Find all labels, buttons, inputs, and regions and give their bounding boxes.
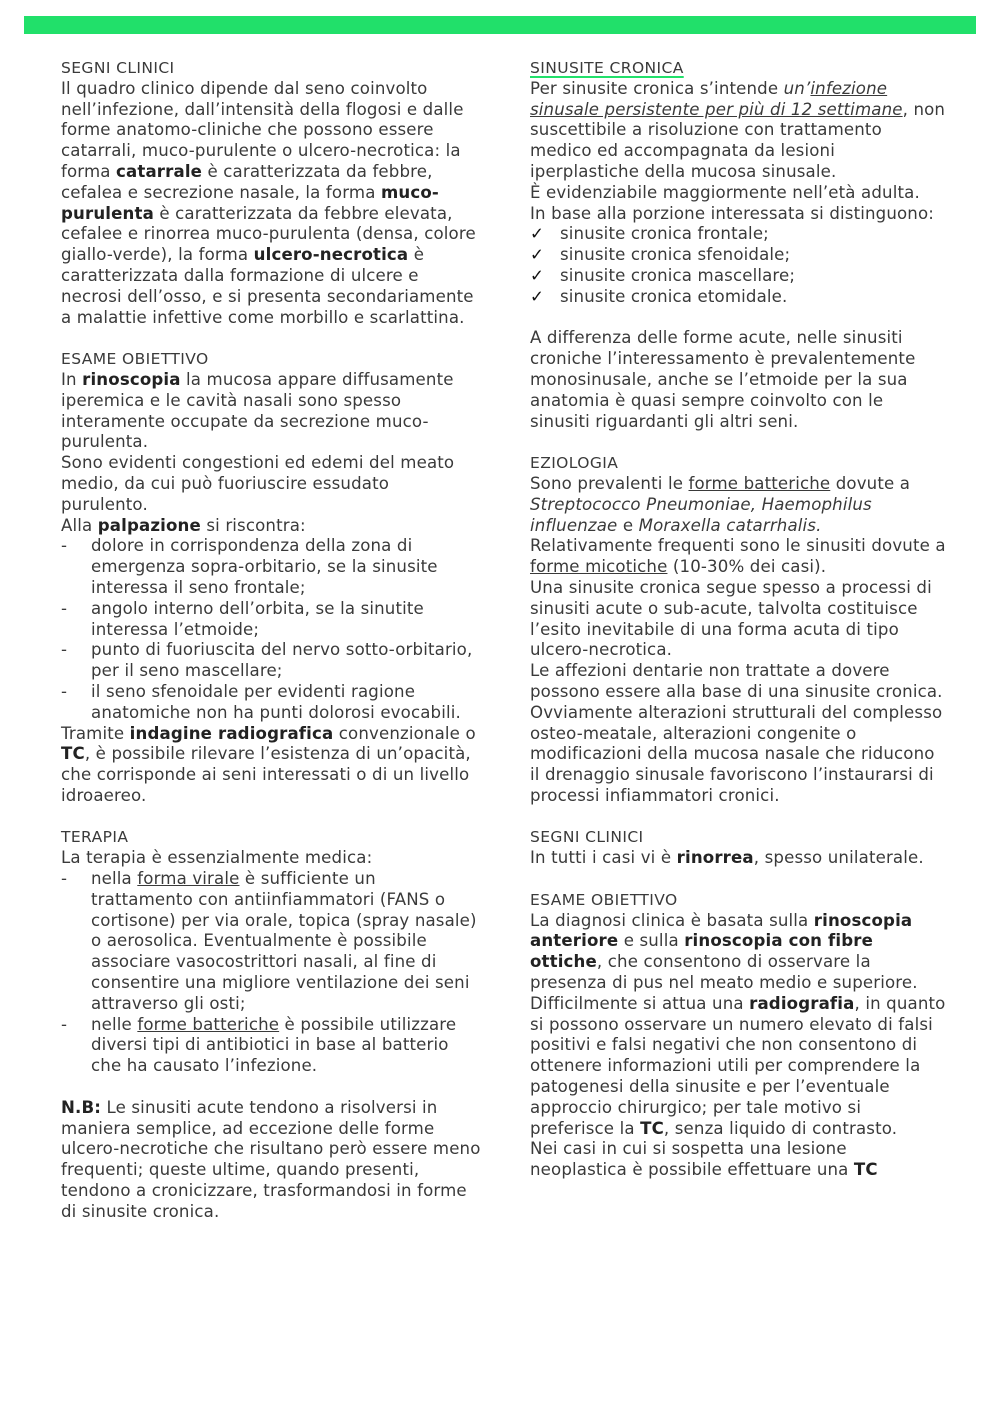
text-span: e bbox=[617, 515, 639, 535]
bold-term: palpazione bbox=[97, 515, 201, 535]
bold-term: indagine radiografica bbox=[129, 723, 334, 743]
list-item-text: sinusite cronica sfenoidale; bbox=[560, 245, 791, 265]
dash-bullet-icon: - bbox=[61, 536, 68, 556]
list-item bbox=[530, 245, 948, 266]
header-accent-bar bbox=[24, 16, 976, 34]
cronica-paragraph-3: In base alla porzione interessata si distinguono: bbox=[530, 203, 935, 223]
list-item bbox=[61, 536, 481, 598]
dash-bullet-icon: - bbox=[61, 869, 68, 889]
italic-term: un’ bbox=[783, 78, 811, 98]
underlined-term: forme batteriche bbox=[688, 473, 831, 493]
text-span: , senza liquido di contrasto. bbox=[663, 1118, 898, 1138]
esame-paragraph-3 bbox=[61, 516, 481, 537]
esame-cronica-paragraph-2 bbox=[530, 994, 948, 1140]
list-item-text: il seno sfenoidale per evidenti ragione anatomiche non ha punti dolorosi evocabili. bbox=[91, 681, 461, 722]
list-item bbox=[61, 640, 481, 682]
text-span: Nei casi in cui si sospetta una lesione neoplastica è possibile effettuare una bbox=[530, 1139, 854, 1180]
checkmark-icon: ✓ bbox=[530, 245, 545, 265]
text-span: è possibile utilizzare diversi tipi di antibiotici in base al batterio che ha causato l’infezione. bbox=[91, 1014, 457, 1076]
eziologia-paragraph-1 bbox=[530, 474, 948, 536]
text-span: convenzionale o bbox=[333, 723, 476, 743]
esame-cronica-paragraph-1 bbox=[530, 911, 948, 994]
list-item-text: sinusite cronica frontale; bbox=[560, 224, 769, 244]
text-span: , che consentono di osservare la presenza di pus nel meato medio e superiore. bbox=[530, 952, 918, 993]
text-span: è caratterizzata da febbre, cefalea e secrezione nasale, la forma bbox=[61, 161, 433, 202]
eziologia-paragraph-2 bbox=[530, 536, 948, 578]
left-column bbox=[61, 58, 481, 1223]
text-span: , in quanto si possono osservare un numero elevato di falsi positivi e falsi negativi che non consentono di ottenere informazioni utili per comprendere la patogenesi della sinusite e per l’eventuale approccio chirurgico; per tale motivo si preferisce la bbox=[530, 993, 946, 1138]
italic-underlined-term: infezione sinusale persistente per più di 12 settimane bbox=[530, 78, 903, 119]
text-span: nelle bbox=[91, 1014, 138, 1034]
checkmark-icon: ✓ bbox=[530, 265, 545, 285]
text-span: Difficilmente si attua una bbox=[530, 993, 750, 1013]
text-span: la mucosa appare diffusamente iperemica e le cavità nasali sono spesso interamente occupate da secrezione muco-purulenta. bbox=[61, 369, 454, 452]
dash-bullet-icon: - bbox=[61, 598, 68, 618]
bold-term: rinoscopia con fibre ottiche bbox=[530, 931, 873, 972]
bold-term: rinoscopia anteriore bbox=[530, 910, 913, 951]
esame-paragraph-4 bbox=[61, 724, 481, 807]
text-span: dovute a bbox=[830, 473, 911, 493]
list-item bbox=[530, 287, 948, 308]
bold-term: TC bbox=[853, 1160, 878, 1180]
list-item bbox=[530, 224, 948, 245]
cronica-paragraph-2: È evidenziabile maggiormente nell’età adulta. bbox=[530, 182, 920, 202]
list-item bbox=[61, 599, 481, 641]
segni-cronica-paragraph bbox=[530, 848, 948, 869]
text-span: Sono prevalenti le bbox=[530, 473, 689, 493]
text-span: Alla bbox=[61, 515, 98, 535]
text-span: (10-30% dei casi). bbox=[667, 557, 827, 577]
list-item-text: punto di fuoriuscita del nervo sotto-orbitario, per il seno mascellare; bbox=[91, 640, 473, 681]
text-span: , spesso unilaterale. bbox=[753, 848, 924, 868]
eziologia-paragraph-5: Ovviamente alterazioni strutturali del complesso osteo-meatale, alterazioni congenite o modificazioni della mucosa nasale che riducono il drenaggio sinusale favoriscono l’instaurarsi di processi infiammatori cronici. bbox=[530, 702, 943, 805]
underlined-term: forma virale bbox=[137, 869, 240, 889]
segni-clinici-paragraph bbox=[61, 79, 481, 329]
bold-term: muco-purulenta bbox=[61, 182, 439, 223]
list-item-text: sinusite cronica mascellare; bbox=[560, 265, 796, 285]
text-span: è caratterizzata da febbre elevata, cefalee e rinorrea muco-purulenta (densa, colore giallo-verde), la forma bbox=[61, 203, 476, 265]
text-span: Tramite bbox=[61, 723, 130, 743]
underlined-term: forme batteriche bbox=[137, 1014, 280, 1034]
esame-paragraph-1 bbox=[61, 370, 481, 453]
text-span: La diagnosi clinica è basata sulla bbox=[530, 910, 814, 930]
section-heading-eziologia: EZIOLOGIA bbox=[530, 454, 619, 473]
list-item bbox=[61, 682, 481, 724]
text-span: Le sinusiti acute tendono a risolversi in maniera semplice, ad eccezione delle forme ulcero-necrotiche che risultano però essere meno frequenti; queste ultime, quando presenti, tendono a cronicizzare, trasformandosi in forme di sinusite cronica. bbox=[61, 1097, 481, 1221]
dash-bullet-icon: - bbox=[61, 681, 68, 701]
list-item bbox=[61, 1015, 481, 1077]
eziologia-paragraph-3: Una sinusite cronica segue spesso a processi di sinusiti acute o sub-acute, talvolta costituisce l’esito inevitabile di una forma acuta di tipo ulcero-necrotica. bbox=[530, 577, 932, 660]
section-heading-esame-obiettivo: ESAME OBIETTIVO bbox=[61, 350, 209, 369]
checkmark-icon: ✓ bbox=[530, 286, 545, 306]
right-column bbox=[530, 58, 948, 1181]
cronica-paragraph-1 bbox=[530, 79, 948, 183]
bold-term: catarrale bbox=[116, 161, 203, 181]
text-span: Relativamente frequenti sono le sinusiti dovute a bbox=[530, 536, 946, 556]
list-item-text: angolo interno dell’orbita, se la sinutite interessa l’etmoide; bbox=[91, 598, 424, 639]
section-heading-esame-obiettivo-cronica: ESAME OBIETTIVO bbox=[530, 890, 678, 909]
bold-term: rinorrea bbox=[676, 848, 754, 868]
esame-paragraph-2: Sono evidenti congestioni ed edemi del meato medio, da cui può fuoriuscire essudato purulento. bbox=[61, 453, 455, 514]
bold-term: radiografia bbox=[749, 993, 855, 1013]
bold-term: ulcero-necrotica bbox=[253, 245, 409, 265]
text-span: In bbox=[61, 369, 83, 389]
terapia-intro: La terapia è essenzialmente medica: bbox=[61, 848, 373, 868]
list-item bbox=[530, 266, 948, 287]
terapia-list bbox=[61, 869, 481, 1077]
cronica-paragraph-4: A differenza delle forme acute, nelle sinusiti croniche l’interessamento è prevalentemente monosinusale, anche se l’etmoide per la sua anatomia è quasi sempre coinvolto con le sinusiti riguardanti gli altri seni. bbox=[530, 328, 916, 431]
dash-bullet-icon: - bbox=[61, 640, 68, 660]
nb-label: N.B: bbox=[61, 1097, 102, 1117]
text-span: è sufficiente un trattamento con antiinfiammatori (FANS o cortisone) per via orale, topica (spray nasale) o aerosolica. Eventualmente è possibile associare vasocostrittori nasali, al fine di consentire una migliore ventilazione dei seni attraverso gli osti; bbox=[91, 869, 477, 1013]
text-span: e sulla bbox=[618, 931, 685, 951]
bold-term: TC bbox=[640, 1118, 664, 1138]
underlined-term: forme micotiche bbox=[530, 557, 668, 577]
section-heading-sinusite-cronica: SINUSITE CRONICA bbox=[530, 59, 684, 77]
nota-bene-paragraph bbox=[61, 1098, 481, 1223]
bold-term: rinoscopia bbox=[82, 369, 181, 389]
text-span: Per sinusite cronica s’intende bbox=[530, 78, 784, 98]
text-span: , non suscettibile a risoluzione con trattamento medico ed accompagnata da lesioni iperplastiche della mucosa sinusale. bbox=[530, 99, 946, 181]
italic-term: Moraxella catarrhalis. bbox=[638, 515, 822, 535]
text-span: In tutti i casi vi è bbox=[530, 848, 677, 868]
checkmark-icon: ✓ bbox=[530, 224, 545, 244]
dash-bullet-icon: - bbox=[61, 1014, 68, 1034]
palpazione-list bbox=[61, 536, 481, 723]
text-span: è caratterizzata dalla formazione di ulcere e necrosi dell’osso, e si presenta secondariamente a malattie infettive come morbillo e scarlattina. bbox=[61, 245, 474, 327]
text-span: , è possibile rilevare l’esistenza di un’opacità, che corrisponde ai seni interessati o di un livello idroaereo. bbox=[61, 744, 471, 805]
list-item bbox=[61, 869, 481, 1015]
eziologia-paragraph-4: Le affezioni dentarie non trattate a dovere possono essere alla base di una sinusite cronica. bbox=[530, 661, 943, 701]
text-span: si riscontra: bbox=[200, 515, 306, 535]
italic-term: Streptococco Pneumoniae, Haemophilus influenzae bbox=[530, 494, 872, 535]
text-span: Il quadro clinico dipende dal seno coinvolto nell’infezione, dall’intensità della flogosi e dalle forme anatomo-cliniche che possono essere catarrali, muco-purulente o ulcero-necrotica: la forma bbox=[61, 78, 464, 181]
section-heading-segni-clinici: SEGNI CLINICI bbox=[61, 59, 175, 77]
esame-cronica-paragraph-3 bbox=[530, 1139, 948, 1181]
text-span: nella bbox=[91, 869, 138, 889]
bold-term: TC bbox=[61, 744, 85, 764]
list-item-text: dolore in corrispondenza della zona di emergenza sopra-orbitario, se la sinusite interessa il seno frontale; bbox=[91, 536, 438, 597]
list-item-text: sinusite cronica etomidale. bbox=[560, 286, 788, 306]
section-heading-segni-clinici-cronica: SEGNI CLINICI bbox=[530, 828, 644, 847]
section-heading-terapia: TERAPIA bbox=[61, 828, 129, 847]
sinusite-types-list bbox=[530, 224, 948, 307]
